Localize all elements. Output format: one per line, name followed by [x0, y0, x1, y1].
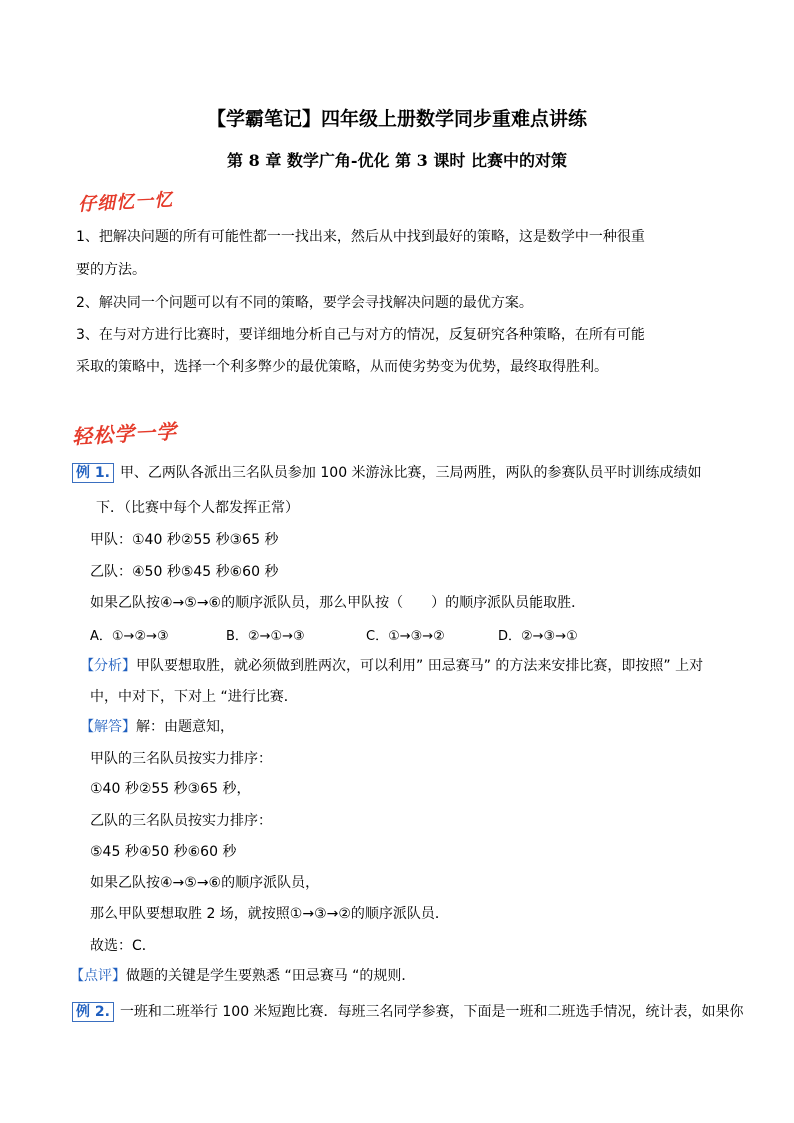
review-banner: 仔细忆一忆	[77, 189, 174, 216]
team-a-times: 甲队：①40 秒②55 秒③65 秒	[90, 532, 279, 548]
answer-tag: 【解答】	[80, 719, 136, 735]
analysis-line1	[80, 657, 703, 675]
example-1-line1	[72, 463, 702, 483]
learn-banner: 轻松学一学	[71, 419, 178, 449]
answer-step: ①40 秒②55 秒③65 秒，	[90, 781, 251, 797]
analysis-tag: 【分析】	[80, 658, 136, 674]
document-title: 【学霸笔记】四年级上册数学同步重难点讲练	[206, 108, 587, 130]
example-2-text: 一班和二班举行 100 米短跑比赛．每班三名同学参赛，下面是一班和二班选手情况，统计表，如果你	[119, 1004, 744, 1020]
example-1-text: 甲、乙两队各派出三名队员参加 100 米游泳比赛，三局两胜，两队的参赛队员平时训练成绩如	[119, 465, 702, 481]
point-1-cont: 要的方法。	[76, 262, 146, 278]
comment-tag: 【点评】	[70, 968, 126, 984]
example-1-label: 例 1.	[72, 463, 114, 483]
point-2: 2、解决同一个问题可以有不同的策略，要学会寻找解决问题的最优方案。	[76, 295, 533, 311]
option-b: B．②→①→③	[226, 629, 305, 644]
example-2-label: 例 2.	[72, 1002, 114, 1022]
answer-step: 故选：C．	[90, 938, 156, 954]
point-3: 3、在与对方进行比赛时，要详细地分析自己与对方的情况，反复研究各种策略，在所有可能	[76, 327, 645, 343]
answer-step: ⑤45 秒④50 秒⑥60 秒	[90, 844, 237, 860]
team-b-times: 乙队：④50 秒⑤45 秒⑥60 秒	[90, 564, 279, 580]
answer-intro: 解：由题意知，	[136, 719, 234, 735]
example-2-line1	[72, 1002, 744, 1022]
option-c: C．①→③→②	[366, 629, 445, 644]
analysis-text: 甲队要想取胜，就必须做到胜两次，可以利用” 田忌赛马” 的方法来安排比赛，即按照” 上对	[136, 658, 704, 674]
answer-line	[80, 718, 234, 736]
example-1-question: 如果乙队按④→⑤→⑥的顺序派队员，那么甲队按（ ）的顺序派队员能取胜．	[90, 595, 586, 611]
point-3-cont: 采取的策略中，选择一个利多弊少的最优策略，从而使劣势变为优势，最终取得胜利。	[76, 359, 608, 375]
lesson-subtitle: 第 8 章 数学广角-优化 第 3 课时 比赛中的对策	[227, 151, 567, 170]
comment-line	[70, 967, 415, 985]
option-a: A．①→②→③	[90, 629, 169, 644]
answer-step: 甲队的三名队员按实力排序：	[90, 751, 272, 767]
analysis-line2: 中，中对下，下对上 “进行比赛．	[90, 689, 298, 705]
answer-step: 如果乙队按④→⑤→⑥的顺序派队员，	[90, 875, 320, 891]
point-1: 1、把解决问题的所有可能性都一一找出来，然后从中找到最好的策略，这是数学中一种很重	[76, 229, 645, 245]
comment-text: 做题的关键是学生要熟悉 “田忌赛马 “的规则．	[126, 968, 416, 984]
example-1-line2: 下．（比赛中每个人都发挥正常）	[96, 500, 299, 516]
option-d: D．②→③→①	[498, 629, 578, 644]
answer-step: 那么甲队要想取胜 2 场，就按照①→③→②的顺序派队员．	[90, 906, 449, 922]
answer-step: 乙队的三名队员按实力排序：	[90, 813, 272, 829]
